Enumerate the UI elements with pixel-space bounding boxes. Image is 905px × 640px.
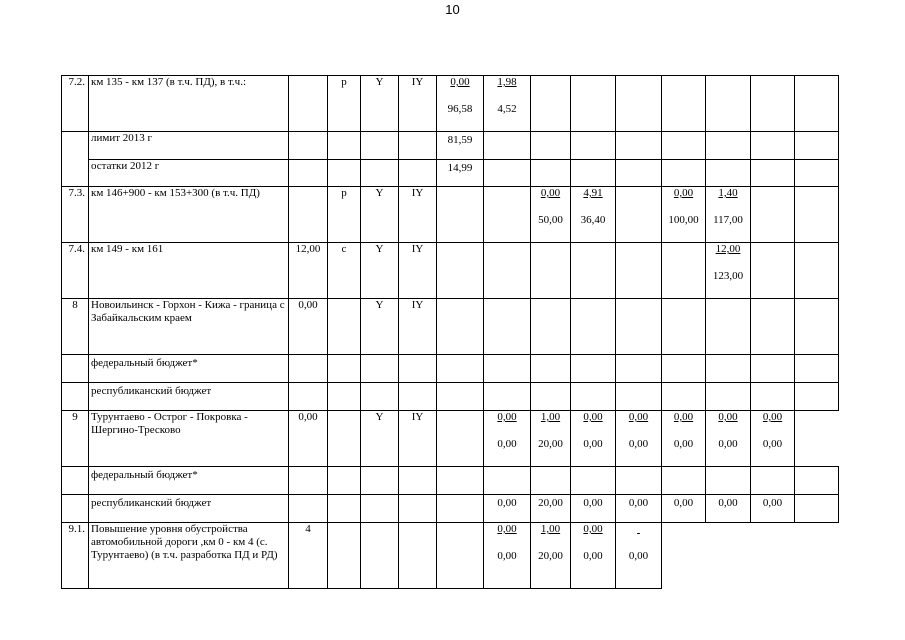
- value-bottom: 0,00: [497, 438, 517, 450]
- value-top: 1,98: [497, 76, 517, 88]
- row-number: [62, 383, 89, 411]
- value-top: 0,00: [628, 411, 649, 423]
- row-number: 7.3.: [62, 187, 89, 243]
- value-cell: [751, 187, 795, 243]
- value-cell: [795, 243, 839, 299]
- value-cell: [795, 299, 839, 355]
- empty-cell: [289, 160, 328, 187]
- empty-cell: [751, 523, 795, 589]
- value-bottom: 0,00: [718, 438, 738, 450]
- value-cell: [662, 187, 706, 243]
- empty-cell: [706, 383, 751, 411]
- value-cell: [484, 187, 531, 243]
- empty-cell: [751, 132, 795, 160]
- object-name: км 149 - км 161: [89, 243, 289, 299]
- value-cell: [484, 411, 531, 467]
- value-cell: [484, 243, 531, 299]
- empty-cell: [361, 523, 399, 589]
- value-cell: 81,59: [437, 132, 484, 160]
- row-number: [62, 132, 89, 160]
- empty-cell: [328, 523, 361, 589]
- empty-cell: [361, 355, 399, 383]
- value-cell: [437, 411, 484, 467]
- value-bottom: 0,00: [628, 438, 649, 450]
- empty-cell: [662, 160, 706, 187]
- type-cell: с: [328, 243, 361, 299]
- value-cell: [484, 523, 531, 589]
- empty-cell: [289, 132, 328, 160]
- value-cell: [662, 299, 706, 355]
- value-cell: [616, 243, 662, 299]
- row-number: 7.4.: [62, 243, 89, 299]
- empty-cell: [289, 467, 328, 495]
- empty-cell: [795, 467, 839, 495]
- value-top: 0,00: [497, 523, 517, 535]
- empty-cell: [328, 160, 361, 187]
- value-cell: [616, 187, 662, 243]
- empty-cell: [531, 132, 571, 160]
- value-top: [616, 523, 661, 536]
- empty-cell: [795, 160, 839, 187]
- empty-cell: [571, 383, 616, 411]
- value-cell: [662, 411, 706, 467]
- empty-cell: [571, 467, 616, 495]
- value-cell: 0,00: [662, 495, 706, 523]
- empty-cell: [751, 355, 795, 383]
- value-top: 0,00: [583, 523, 603, 535]
- value-top: 1,40: [718, 187, 738, 199]
- length-cell: 4: [289, 523, 328, 589]
- empty-cell: [795, 523, 839, 589]
- empty-cell: [399, 495, 437, 523]
- empty-cell: [437, 467, 484, 495]
- value-cell: [751, 299, 795, 355]
- table-row: [62, 299, 839, 355]
- length-cell: 0,00: [289, 299, 328, 355]
- length-cell: 12,00: [289, 243, 328, 299]
- value-bottom: 4,52: [497, 103, 517, 115]
- empty-cell: [328, 383, 361, 411]
- value-bottom: 0,00: [762, 438, 783, 450]
- category-cell: IY: [399, 411, 437, 467]
- value-cell: [662, 243, 706, 299]
- table-row: [62, 76, 839, 132]
- value-top: 4,91: [583, 187, 603, 199]
- empty-cell: [751, 383, 795, 411]
- empty-cell: [289, 383, 328, 411]
- empty-cell: [437, 355, 484, 383]
- value-cell: [795, 76, 839, 132]
- object-name: федеральный бюджет*: [89, 467, 289, 495]
- value-top: 1,00: [540, 411, 561, 423]
- value-cell: [616, 411, 662, 467]
- value-cell: [437, 523, 484, 589]
- empty-cell: [361, 467, 399, 495]
- empty-cell: [751, 467, 795, 495]
- value-cell: [571, 411, 616, 467]
- empty-cell: [399, 383, 437, 411]
- empty-cell: [531, 467, 571, 495]
- category-cell: IY: [399, 299, 437, 355]
- object-name: Турунтаево - Острог - Покровка - Шергино-Тресково: [89, 411, 289, 467]
- category-cell: Y: [361, 76, 399, 132]
- length-cell: 0,00: [289, 411, 328, 467]
- value-cell: [616, 523, 662, 589]
- value-bottom: 0,00: [673, 438, 694, 450]
- value-bottom: 36,40: [580, 214, 606, 226]
- value-bottom: 20,00: [538, 438, 563, 450]
- value-cell: [531, 76, 571, 132]
- empty-cell: [328, 467, 361, 495]
- empty-cell: [571, 132, 616, 160]
- object-name: лимит 2013 г: [89, 132, 289, 160]
- empty-cell: [399, 160, 437, 187]
- value-bottom: 0,00: [497, 550, 517, 562]
- empty-cell: [662, 383, 706, 411]
- empty-cell: [662, 132, 706, 160]
- category-cell: Y: [361, 243, 399, 299]
- empty-cell: [437, 383, 484, 411]
- empty-cell: [795, 495, 839, 523]
- type-cell: [328, 299, 361, 355]
- empty-cell: [361, 132, 399, 160]
- value-cell: [751, 243, 795, 299]
- value-cell: [437, 299, 484, 355]
- empty-cell: [795, 132, 839, 160]
- empty-cell: [616, 355, 662, 383]
- empty-cell: [571, 160, 616, 187]
- table-row: [62, 383, 839, 411]
- length-cell: [289, 76, 328, 132]
- empty-cell: [328, 132, 361, 160]
- type-cell: р: [328, 76, 361, 132]
- value-cell: [616, 299, 662, 355]
- category-cell: IY: [399, 76, 437, 132]
- row-number: 9: [62, 411, 89, 467]
- row-number: [62, 495, 89, 523]
- value-top: 0,00: [673, 411, 694, 423]
- value-top: 0,00: [497, 411, 517, 423]
- empty-cell: [399, 132, 437, 160]
- empty-cell: [289, 355, 328, 383]
- category-cell: IY: [399, 243, 437, 299]
- value-cell: [616, 76, 662, 132]
- value-top: 0,00: [718, 411, 738, 423]
- empty-cell: [531, 383, 571, 411]
- empty-cell: [361, 160, 399, 187]
- row-number: [62, 160, 89, 187]
- value-cell: [531, 523, 571, 589]
- value-cell: 0,00: [616, 495, 662, 523]
- empty-cell: [484, 132, 531, 160]
- value-cell: [706, 299, 751, 355]
- empty-cell: [399, 523, 437, 589]
- value-top: 12,00: [715, 243, 741, 255]
- value-cell: [751, 411, 795, 467]
- empty-cell: [751, 160, 795, 187]
- empty-cell: [795, 383, 839, 411]
- empty-cell: [289, 495, 328, 523]
- row-number: 7.2.: [62, 76, 89, 132]
- object-name: остатки 2012 г: [89, 160, 289, 187]
- value-cell: [571, 299, 616, 355]
- value-cell: [706, 411, 751, 467]
- empty-cell: [706, 467, 751, 495]
- value-cell: [437, 76, 484, 132]
- empty-cell: [706, 355, 751, 383]
- value-cell: [437, 495, 484, 523]
- empty-cell: [616, 132, 662, 160]
- row-number: [62, 355, 89, 383]
- row-number: 8: [62, 299, 89, 355]
- object-name: км 135 - км 137 (в т.ч. ПД), в т.ч.:: [89, 76, 289, 132]
- empty-cell: [361, 495, 399, 523]
- value-top: 0,00: [583, 411, 603, 423]
- object-name: Повышение уровня обустройства автомобильной дороги ,км 0 - км 4 (с. Турунтаево) (в т.ч. разработка ПД и РД): [89, 523, 289, 589]
- table-row: [62, 187, 839, 243]
- table-row: [62, 132, 839, 160]
- object-name: республиканский бюджет: [89, 495, 289, 523]
- value-cell: 0,00: [571, 495, 616, 523]
- value-bottom: 0,00: [628, 550, 649, 562]
- value-cell: [571, 187, 616, 243]
- empty-cell: [662, 523, 706, 589]
- empty-cell: [662, 467, 706, 495]
- value-bottom: 117,00: [713, 214, 743, 226]
- value-bottom: 0,00: [583, 550, 603, 562]
- table-row: [62, 160, 839, 187]
- empty-cell: [484, 467, 531, 495]
- value-bottom: 96,58: [447, 103, 473, 115]
- value-cell: [795, 187, 839, 243]
- empty-cell: [399, 355, 437, 383]
- table-row: [62, 411, 839, 467]
- category-cell: IY: [399, 187, 437, 243]
- category-cell: Y: [361, 411, 399, 467]
- empty-cell: [706, 523, 751, 589]
- empty-cell: [616, 467, 662, 495]
- value-cell: 0,00: [706, 495, 751, 523]
- category-cell: Y: [361, 187, 399, 243]
- value-cell: [531, 243, 571, 299]
- value-top: 0,00: [450, 76, 470, 88]
- value-cell: [571, 76, 616, 132]
- empty-cell: [484, 160, 531, 187]
- empty-cell: [795, 355, 839, 383]
- empty-cell: [361, 383, 399, 411]
- empty-cell: [616, 160, 662, 187]
- road-works-table: [61, 75, 839, 589]
- object-name: Новоильинск - Горхон - Кижа - граница с Забайкальским краем: [89, 299, 289, 355]
- object-name: федеральный бюджет*: [89, 355, 289, 383]
- value-cell: [571, 243, 616, 299]
- empty-cell: [706, 132, 751, 160]
- empty-cell: [662, 355, 706, 383]
- empty-cell: [531, 160, 571, 187]
- value-top: 1,00: [540, 523, 561, 535]
- value-cell: [706, 76, 751, 132]
- empty-cell: [571, 355, 616, 383]
- row-number: 9.1.: [62, 523, 89, 589]
- table-row: [62, 495, 839, 523]
- table-row: [62, 355, 839, 383]
- value-cell: [437, 187, 484, 243]
- object-name: км 146+900 - км 153+300 (в т.ч. ПД): [89, 187, 289, 243]
- empty-cell: [399, 467, 437, 495]
- value-bottom: 0,00: [583, 438, 603, 450]
- table-row: [62, 243, 839, 299]
- empty-cell: [484, 355, 531, 383]
- value-cell: [531, 299, 571, 355]
- value-cell: [437, 243, 484, 299]
- value-top: 0,00: [673, 187, 694, 199]
- empty-cell: [328, 355, 361, 383]
- value-cell: 0,00: [751, 495, 795, 523]
- category-cell: Y: [361, 299, 399, 355]
- empty-cell: [616, 383, 662, 411]
- page-number: 10: [445, 2, 460, 17]
- value-cell: [706, 243, 751, 299]
- value-bottom: 20,00: [538, 550, 563, 562]
- type-cell: [328, 411, 361, 467]
- value-cell: [484, 299, 531, 355]
- value-bottom: 100,00: [668, 214, 699, 226]
- value-top: 0,00: [540, 187, 561, 199]
- empty-cell: [706, 160, 751, 187]
- value-bottom: 123,00: [712, 270, 744, 282]
- value-cell: [571, 523, 616, 589]
- table-row: [62, 467, 839, 495]
- row-number: [62, 467, 89, 495]
- value-cell: [751, 76, 795, 132]
- type-cell: р: [328, 187, 361, 243]
- value-cell: [531, 411, 571, 467]
- value-top: 0,00: [762, 411, 783, 423]
- table-row: [62, 523, 839, 589]
- empty-cell: [484, 383, 531, 411]
- value-bottom: 50,00: [538, 214, 563, 226]
- object-name: республиканский бюджет: [89, 383, 289, 411]
- value-cell: 20,00: [531, 495, 571, 523]
- length-cell: [289, 187, 328, 243]
- value-cell: [484, 76, 531, 132]
- value-cell: [706, 187, 751, 243]
- value-cell: 14,99: [437, 160, 484, 187]
- empty-cell: [531, 355, 571, 383]
- empty-cell: [328, 495, 361, 523]
- value-cell: [662, 76, 706, 132]
- value-cell: [531, 187, 571, 243]
- value-cell: 0,00: [484, 495, 531, 523]
